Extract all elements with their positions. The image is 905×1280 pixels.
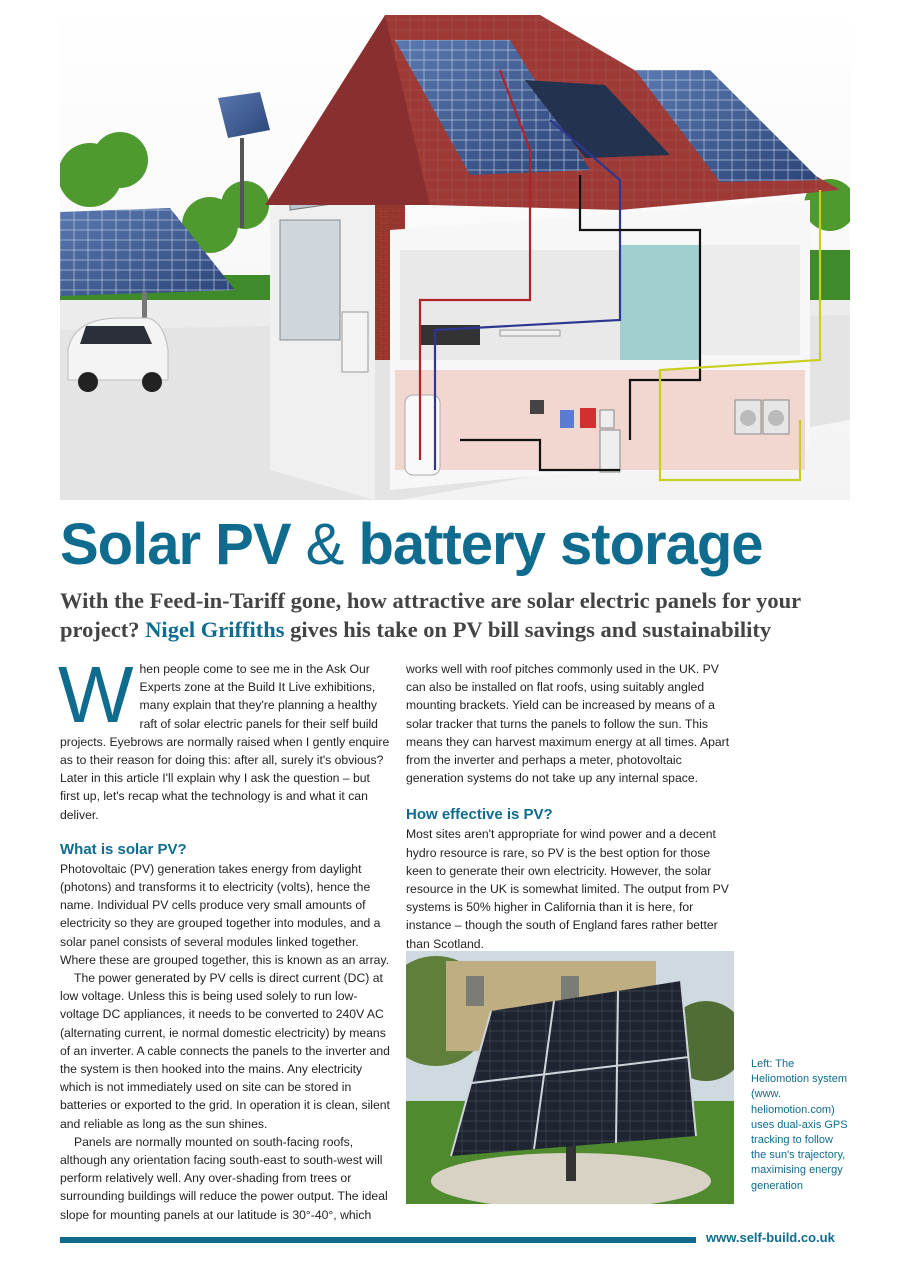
footer-url[interactable]: www.self-build.co.uk [706,1230,835,1245]
intro-text: hen people come to see me in the Ask Our Experts zone at the Build It Live exhibitions, many explain that they're planning a healthy raft of solar electric panels for their self build projects. Eyebrows are normally raised when I gently enquire as to their reason for doing this: after all, surely it's obvious? Later in this article I'll explain why I ask the question – but first up, let's recap what the technology is and what it can deliver. [60,662,390,822]
hero-illustration [60,0,850,500]
heliomotion-photo [406,951,734,1204]
standfirst-tail: gives his take on PV bill savings and sustainability [290,617,772,642]
standfirst-lead: With the Feed-in-Tariff gone, how attractive are solar electric panels for your project? [60,588,801,642]
body-paragraph: works well with roof pitches commonly used in the UK. PV can also be installed on flat roofs, using suitably angled mounting brackets. Yield can be increased by means of a solar tracker that turns the panels to follow the sun. This means they can harvest maximum energy at all times. Apart from the inverter and perhaps a meter, photovoltaic generation systems do not take up any internal space. [406,662,730,786]
subheading-how-effective: How effective is PV? [406,806,553,824]
standfirst [60,586,860,644]
author-name: Nigel Griffiths [145,617,285,642]
body-paragraph: Most sites aren't appropriate for wind power and a decent hydro resource is rare, so PV is the best option for those keen to generate their own electricity. However, the solar resource in the UK is somewhat limited. The output from PV systems is 50% higher in California than it is here, for instance – though the south of England fares rather better than Scotland. [406,827,729,951]
headline-part2: battery storage [358,512,763,577]
subheading-what-is-pv: What is solar PV? [60,840,187,858]
article-column-right [406,660,738,953]
photo-caption: Left: The Heliomotion system (www. heliomotion.com) uses dual-axis GPS tracking to follow the sun's trajectory, maximising energy generation [751,1058,848,1192]
headline [60,508,860,582]
body-paragraph: The power generated by PV cells is direct current (DC) at low voltage. Unless this is being used solely to run low-voltage DC appliances, it needs to be converted to 240V AC (alternating current, ie normal domestic electricity) by means of an inverter. A cable connects the panels to the inverter and the system is then hooked into the mains. Any electricity which is not immediately used on site can be stored in batteries or exported to the grid. In operation it is clean, silent and reliable as long as the sun shines. [60,971,390,1131]
dropcap: W [58,650,134,739]
headline-part1: Solar PV [60,512,291,577]
body-paragraph: Photovoltaic (PV) generation takes energy from daylight (photons) and transforms it to electricity (volts), hence the name. Individual PV cells produce very small amounts of electricity so they are grouped together into modules, and a solar panel consists of several modules linked together. Where these are grouped together, this is known as an array. [60,861,390,967]
intro-paragraph [58,650,392,824]
article-column-left [58,650,392,1224]
headline-ampersand: & [305,512,344,577]
body-paragraph: Panels are normally mounted on south-facing roofs, although any orientation facing south-east to south-west will perform relatively well. Any over-shading from trees or surrounding buildings will reduce the power output. The ideal slope for mounting panels at our latitude is 30°-40°, which [60,1134,388,1222]
footer-rule [60,1237,696,1243]
